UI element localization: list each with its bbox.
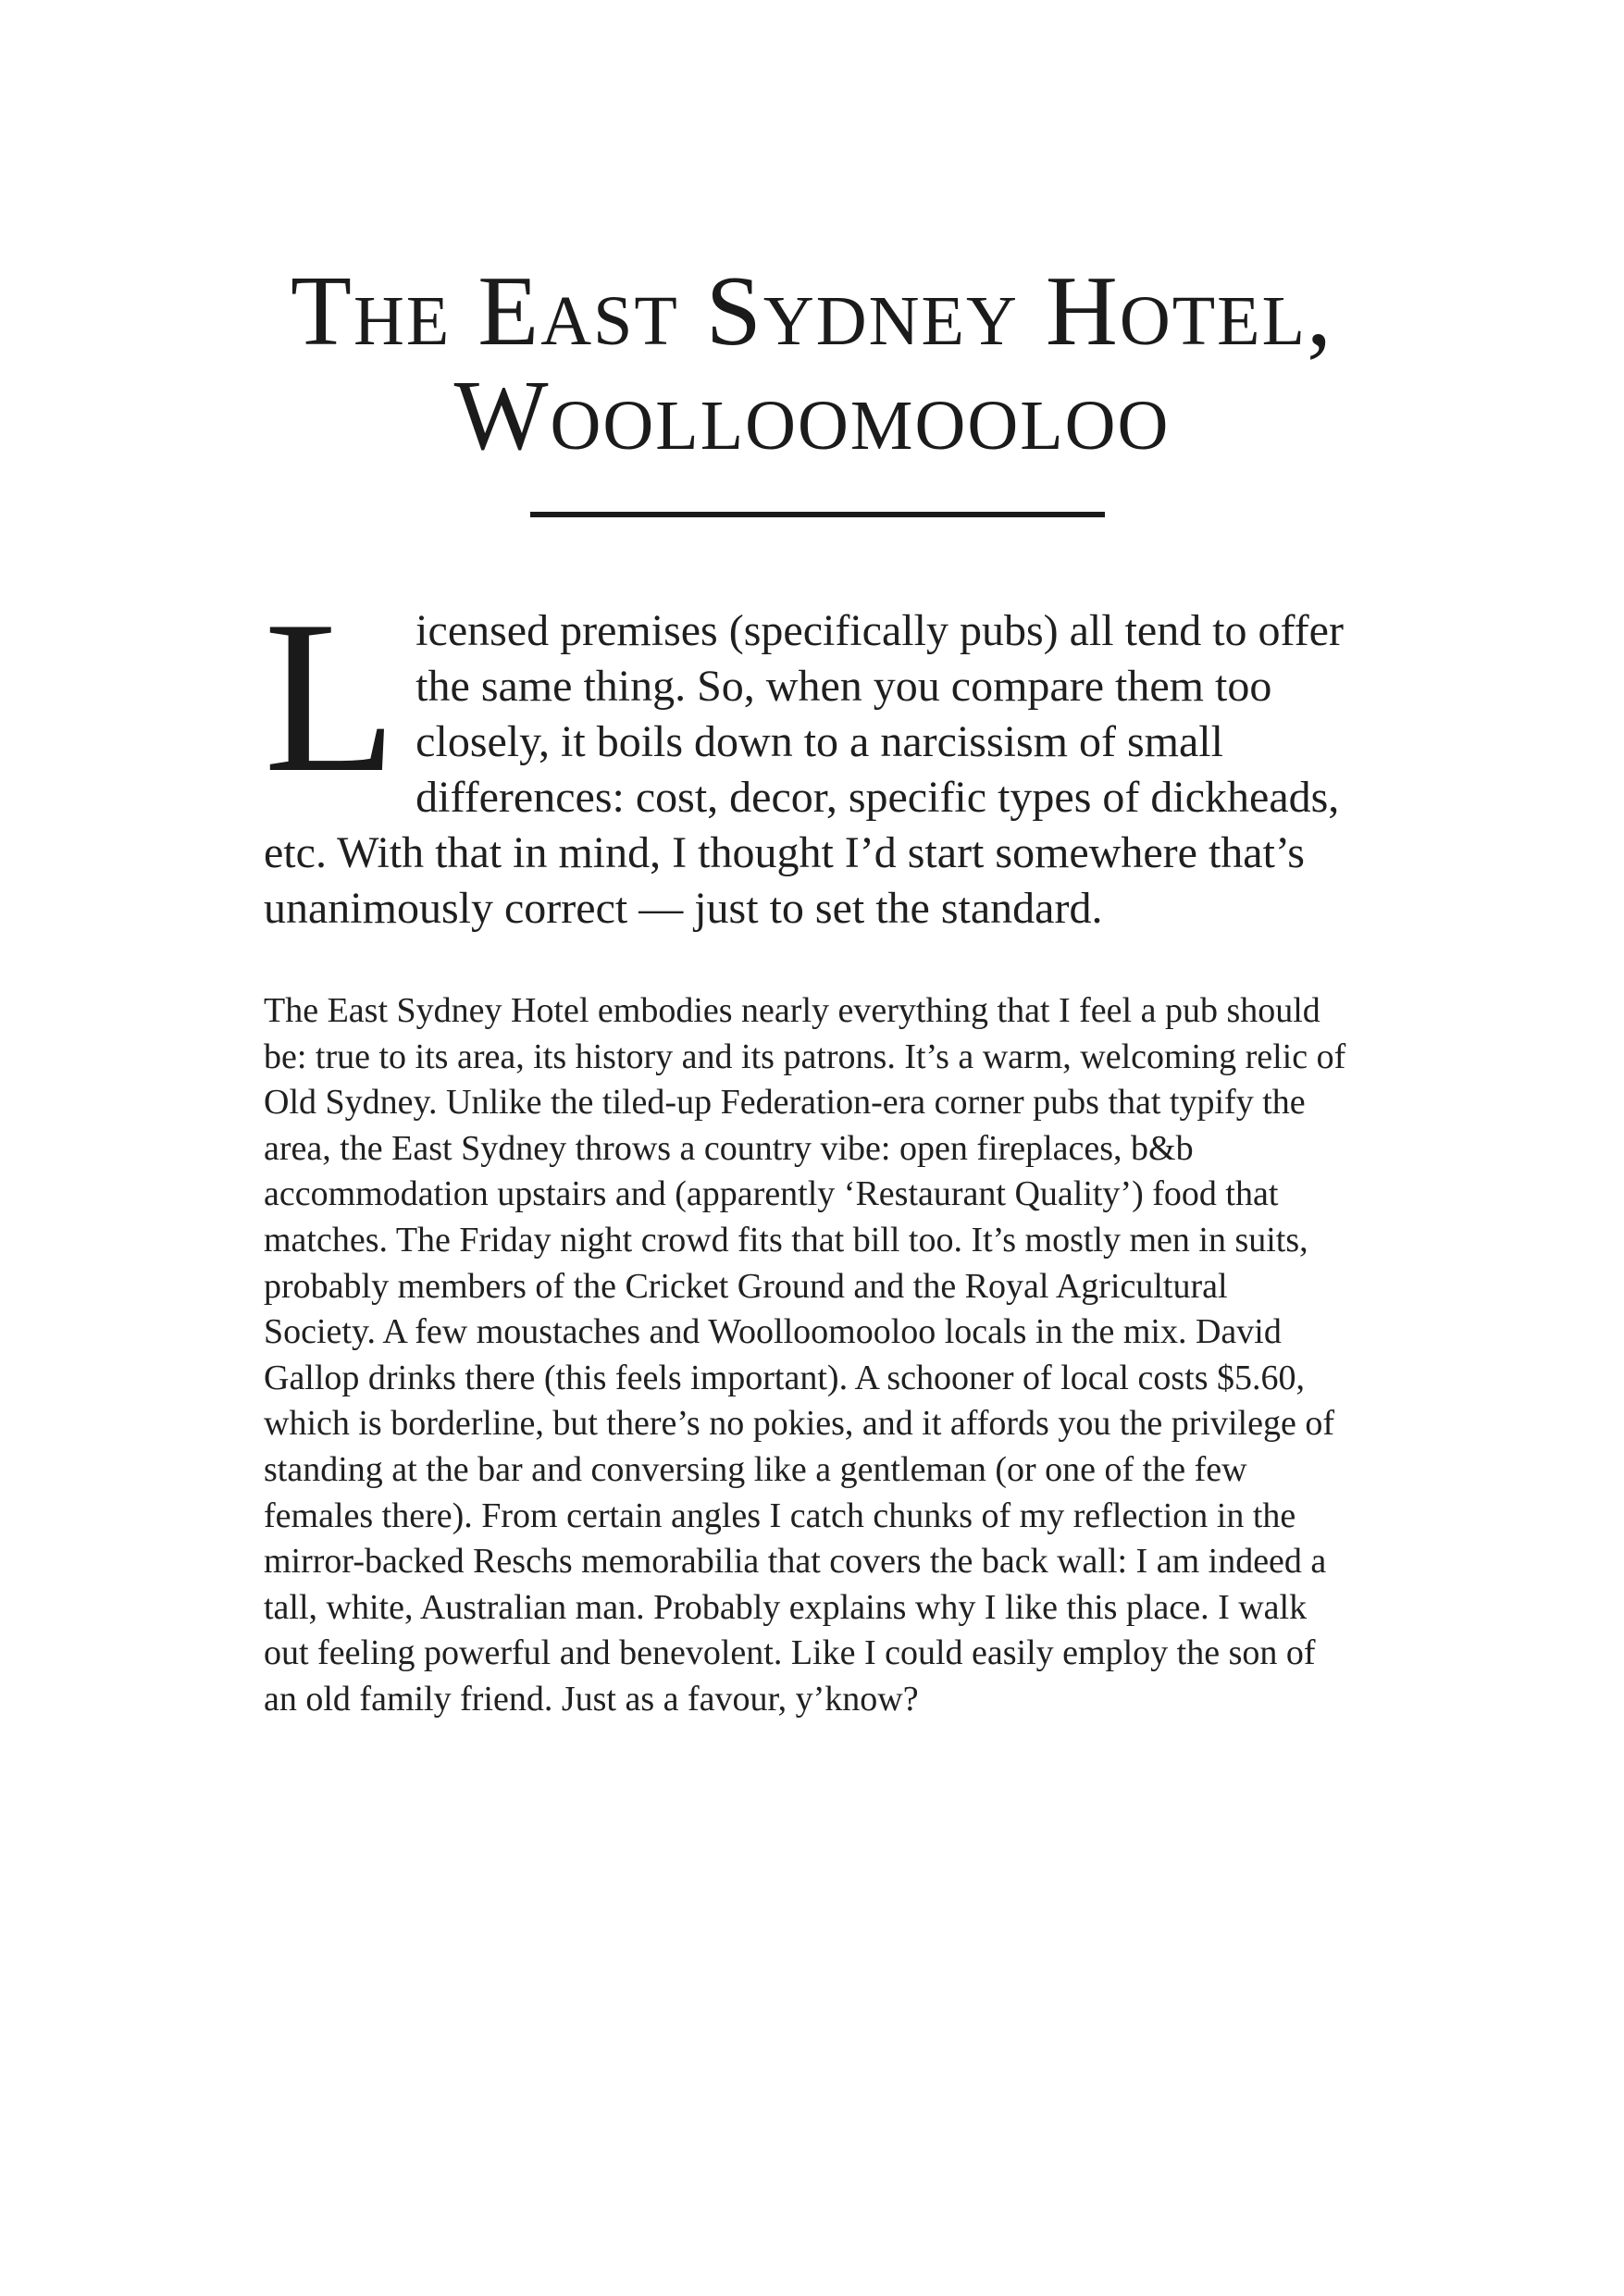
title-line-1: The East Sydney Hotel,	[290, 256, 1333, 366]
title-line-2: Woolloomooloo	[453, 361, 1171, 472]
body-paragraph: The East Sydney Hotel embodies nearly everything that I feel a pub should be: true to its area, its history and its patrons. It’s a warm, welcoming relic of Old Sydney. Unlike the tiled-up Federation-era corner pubs that typify the area, the East Sydney throws a country vibe: open fireplaces, b&b accommodation upstairs and (apparently ‘Restaurant Quality’) food that matches. The Friday night crowd fits that bill too. It’s mostly men in suits, probably members of the Cricket Ground and the Royal Agricultural Society. A few moustaches and Woolloomooloo locals in the mix. David Gallop drinks there (this feels important). A schooner of local costs $5.60, which is borderline, but there’s no pokies, and it affords you the privilege of standing at the bar and conversing like a gentleman (or one of the few females there). From certain angles I catch chunks of my reflection in the mirror-backed Reschs memorabilia that covers the back wall: I am indeed a tall, white, Australian man. Probably explains why I like this place. I walk out feeling powerful and benevolent. Like I could easily employ the son of an old family friend. Just as a favour, y’know?	[264, 991, 1346, 1719]
title-divider	[530, 512, 1105, 517]
page-title	[0, 256, 1624, 472]
drop-cap: L	[264, 577, 398, 818]
intro-paragraph	[264, 577, 1351, 937]
intro-text: icensed premises (specifically pubs) all tend to offer the same thing. So, when you compare them too closely, it boils down to a narcissism of small differences: cost, decor, specific types of dickheads, etc. With that in mind, I thought I’d start somewhere that’s unanimously correct — just to set the standard.	[264, 606, 1344, 933]
